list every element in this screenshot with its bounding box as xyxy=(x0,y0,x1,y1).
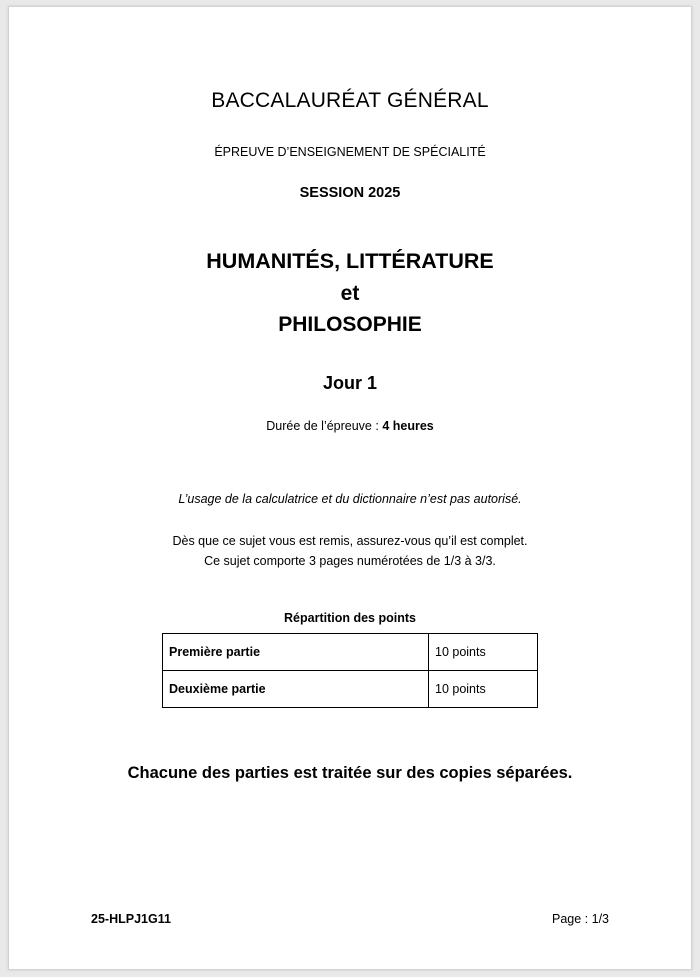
exam-page xyxy=(8,6,692,970)
subject-title-line3: PHILOSOPHIE xyxy=(278,313,422,336)
part-name: Première partie xyxy=(163,634,429,671)
part-points: 10 points xyxy=(429,634,538,671)
points-heading: Répartition des points xyxy=(284,611,416,625)
completeness-instruction: Dès que ce sujet vous est remis, assurez-vous qu’il est complet. xyxy=(172,534,528,548)
exam-type: ÉPREUVE D’ENSEIGNEMENT DE SPÉCIALITÉ xyxy=(214,145,486,159)
separate-copies-note: Chacune des parties est traitée sur des copies séparées. xyxy=(127,764,573,782)
points-table xyxy=(162,633,538,708)
page-count-instruction: Ce sujet comporte 3 pages numérotées de 1/3 à 3/3. xyxy=(204,554,496,568)
duration-label: Durée de l’épreuve : xyxy=(266,419,383,433)
subject-title-line2: et xyxy=(340,282,360,305)
calculator-note: L’usage de la calculatrice et du dictionnaire n’est pas autorisé. xyxy=(178,492,522,506)
session-label: SESSION 2025 xyxy=(299,185,401,201)
page-number: Page : 1/3 xyxy=(552,912,609,926)
subject-title-line1: HUMANITÉS, LITTÉRATURE xyxy=(206,249,494,273)
duration-value: 4 heures xyxy=(382,419,434,433)
part-points: 10 points xyxy=(429,671,538,708)
table-row xyxy=(163,671,538,708)
part-name: Deuxième partie xyxy=(163,671,429,708)
table-row xyxy=(163,634,538,671)
subject-code: 25-HLPJ1G11 xyxy=(91,912,171,926)
exam-duration xyxy=(9,419,691,433)
exam-title: BACCALAURÉAT GÉNÉRAL xyxy=(211,89,489,112)
exam-day: Jour 1 xyxy=(322,373,378,393)
